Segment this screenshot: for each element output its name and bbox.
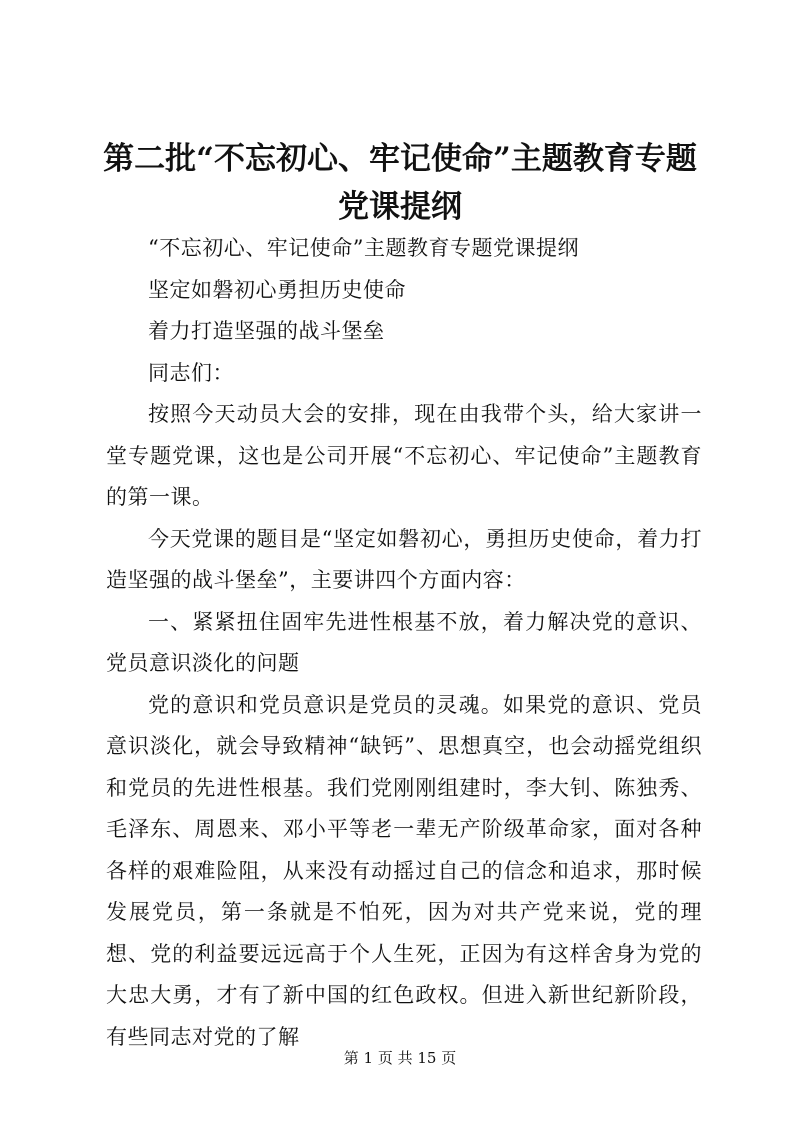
theme-line-1: 坚定如磐初心勇担历史使命 bbox=[148, 277, 406, 302]
body-paragraph: 按照今天动员大会的安排，现在由我带个头，给大家讲一堂专题党课，这也是公司开展“不忘初心、牢记使命”主题教育的第一课。 bbox=[106, 402, 702, 509]
salutation: 同志们： bbox=[148, 360, 234, 385]
page-indicator: 第 1 页 共 15 页 bbox=[343, 1049, 457, 1067]
section-heading: 一、紧紧扭住固牢先进性根基不放，着力解决党的意识、党员意识淡化的问题 bbox=[106, 609, 702, 675]
body-paragraph: 今天党课的题目是“坚定如磐初心，勇担历史使命，着力打造坚强的战斗堡垒”，主要讲四个方面内容： bbox=[106, 526, 702, 592]
theme-line-2: 着力打造坚强的战斗堡垒 bbox=[148, 319, 385, 343]
title-line-1: 第二批“不忘初心、牢记使命”主题教育专题 bbox=[103, 141, 697, 177]
document-title bbox=[90, 135, 710, 231]
body-paragraph: 党的意识和党员意识是党员的灵魂。如果党的意识、党员意识淡化，就会导致精神“缺钙”、思想真空，也会动摇党组织和党员的先进性根基。我们党刚刚组建时，李大钊、陈独秀、毛泽东、周恩来、邓小平等老一辈无产阶级革命家，面对各种各样的艰难险阻，从来没有动摇过自己的信念和追求，那时候发展党员，第一条就是不怕死，因为对共产党来说，党的理想、党的利益要远远高于个人生死，正因为有这样舍身为党的大忠大勇，才有了新中国的红色政权。但进入新世纪新阶段，有些同志对党的了解 bbox=[106, 692, 702, 1049]
subtitle-paragraph: “不忘初心、牢记使命”主题教育专题党课提纲 bbox=[148, 236, 579, 260]
title-line-2: 党课提纲 bbox=[338, 189, 462, 225]
document-body bbox=[106, 228, 702, 1058]
page-footer bbox=[0, 1048, 800, 1068]
